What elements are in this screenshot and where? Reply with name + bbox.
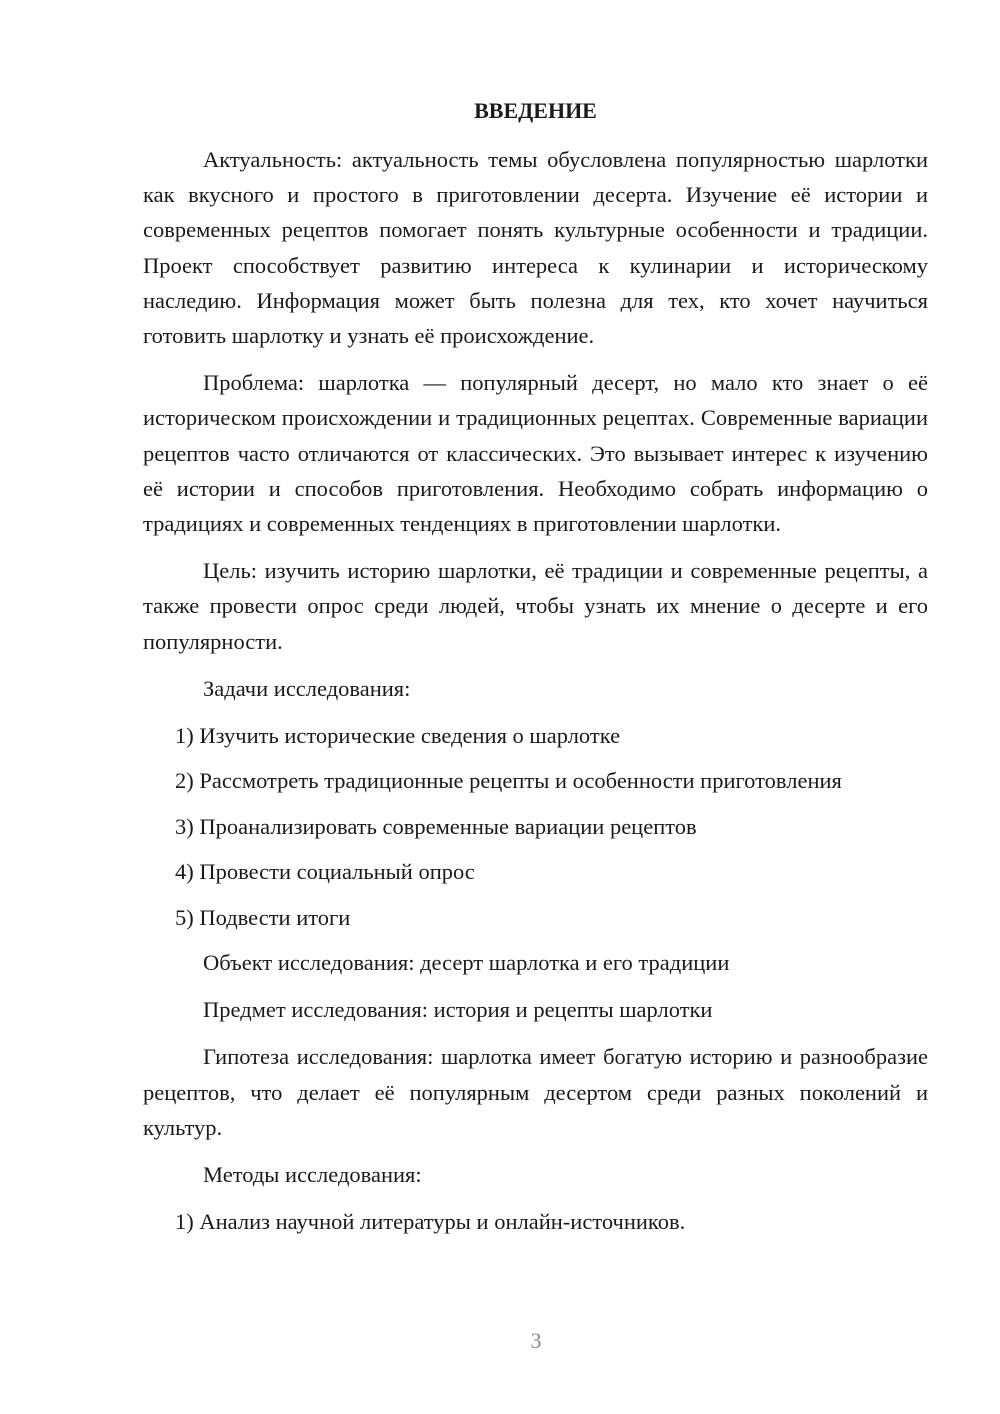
relevance-paragraph: Актуальность: актуальность темы обусловлена популярностью шарлотки как вкусного и простого в приготовлении десерта. Изучение её истории и современных рецептов помогает понять культурные особенности и традиции. Проект способствует развитию интереса к кулинарии и историческому наследию. Информация может быть полезна для тех, кто хочет научиться готовить шарлотку и узнать её происхождение.	[143, 147, 928, 349]
task-item: 1) Изучить исторические сведения о шарлотке	[175, 723, 621, 749]
method-item: 1) Анализ научной литературы и онлайн-источников.	[175, 1209, 686, 1235]
tasks-heading: Задачи исследования:	[203, 675, 411, 701]
methods-heading: Методы исследования:	[203, 1162, 422, 1188]
task-item: 3) Проанализировать современные вариации рецептов	[175, 813, 697, 839]
goal-paragraph: Цель: изучить историю шарлотки, её традиции и современные рецепты, а также провести опрос среди людей, чтобы узнать их мнение о десерте и его популярности.	[143, 558, 928, 654]
page-title: ВВЕДЕНИЕ	[474, 98, 597, 123]
task-item: 4) Провести социальный опрос	[175, 859, 475, 885]
page-number: 3	[530, 1328, 542, 1353]
object-paragraph: Объект исследования: десерт шарлотка и его традиции	[203, 950, 730, 975]
task-item: 5) Подвести итоги	[175, 904, 351, 930]
subject-paragraph: Предмет исследования: история и рецепты шарлотки	[203, 997, 713, 1023]
page-body	[143, 142, 928, 1250]
problem-paragraph: Проблема: шарлотка — популярный десерт, но мало кто знает о её историческом происхождении и традиционных рецептах. Современные вариации рецептов часто отличаются от классических. Это вызывает интерес к изучению её истории и способов приготовления. Необходимо собрать информацию о традициях и современных тенденциях в приготовлении шарлотки.	[143, 370, 928, 537]
task-item: 2) Рассмотреть традиционные рецепты и особенности приготовления	[175, 768, 842, 794]
hypothesis-paragraph: Гипотеза исследования: шарлотка имеет богатую историю и разнообразие рецептов, что делает её популярным десертом среди разных поколений и культур.	[143, 1044, 928, 1140]
